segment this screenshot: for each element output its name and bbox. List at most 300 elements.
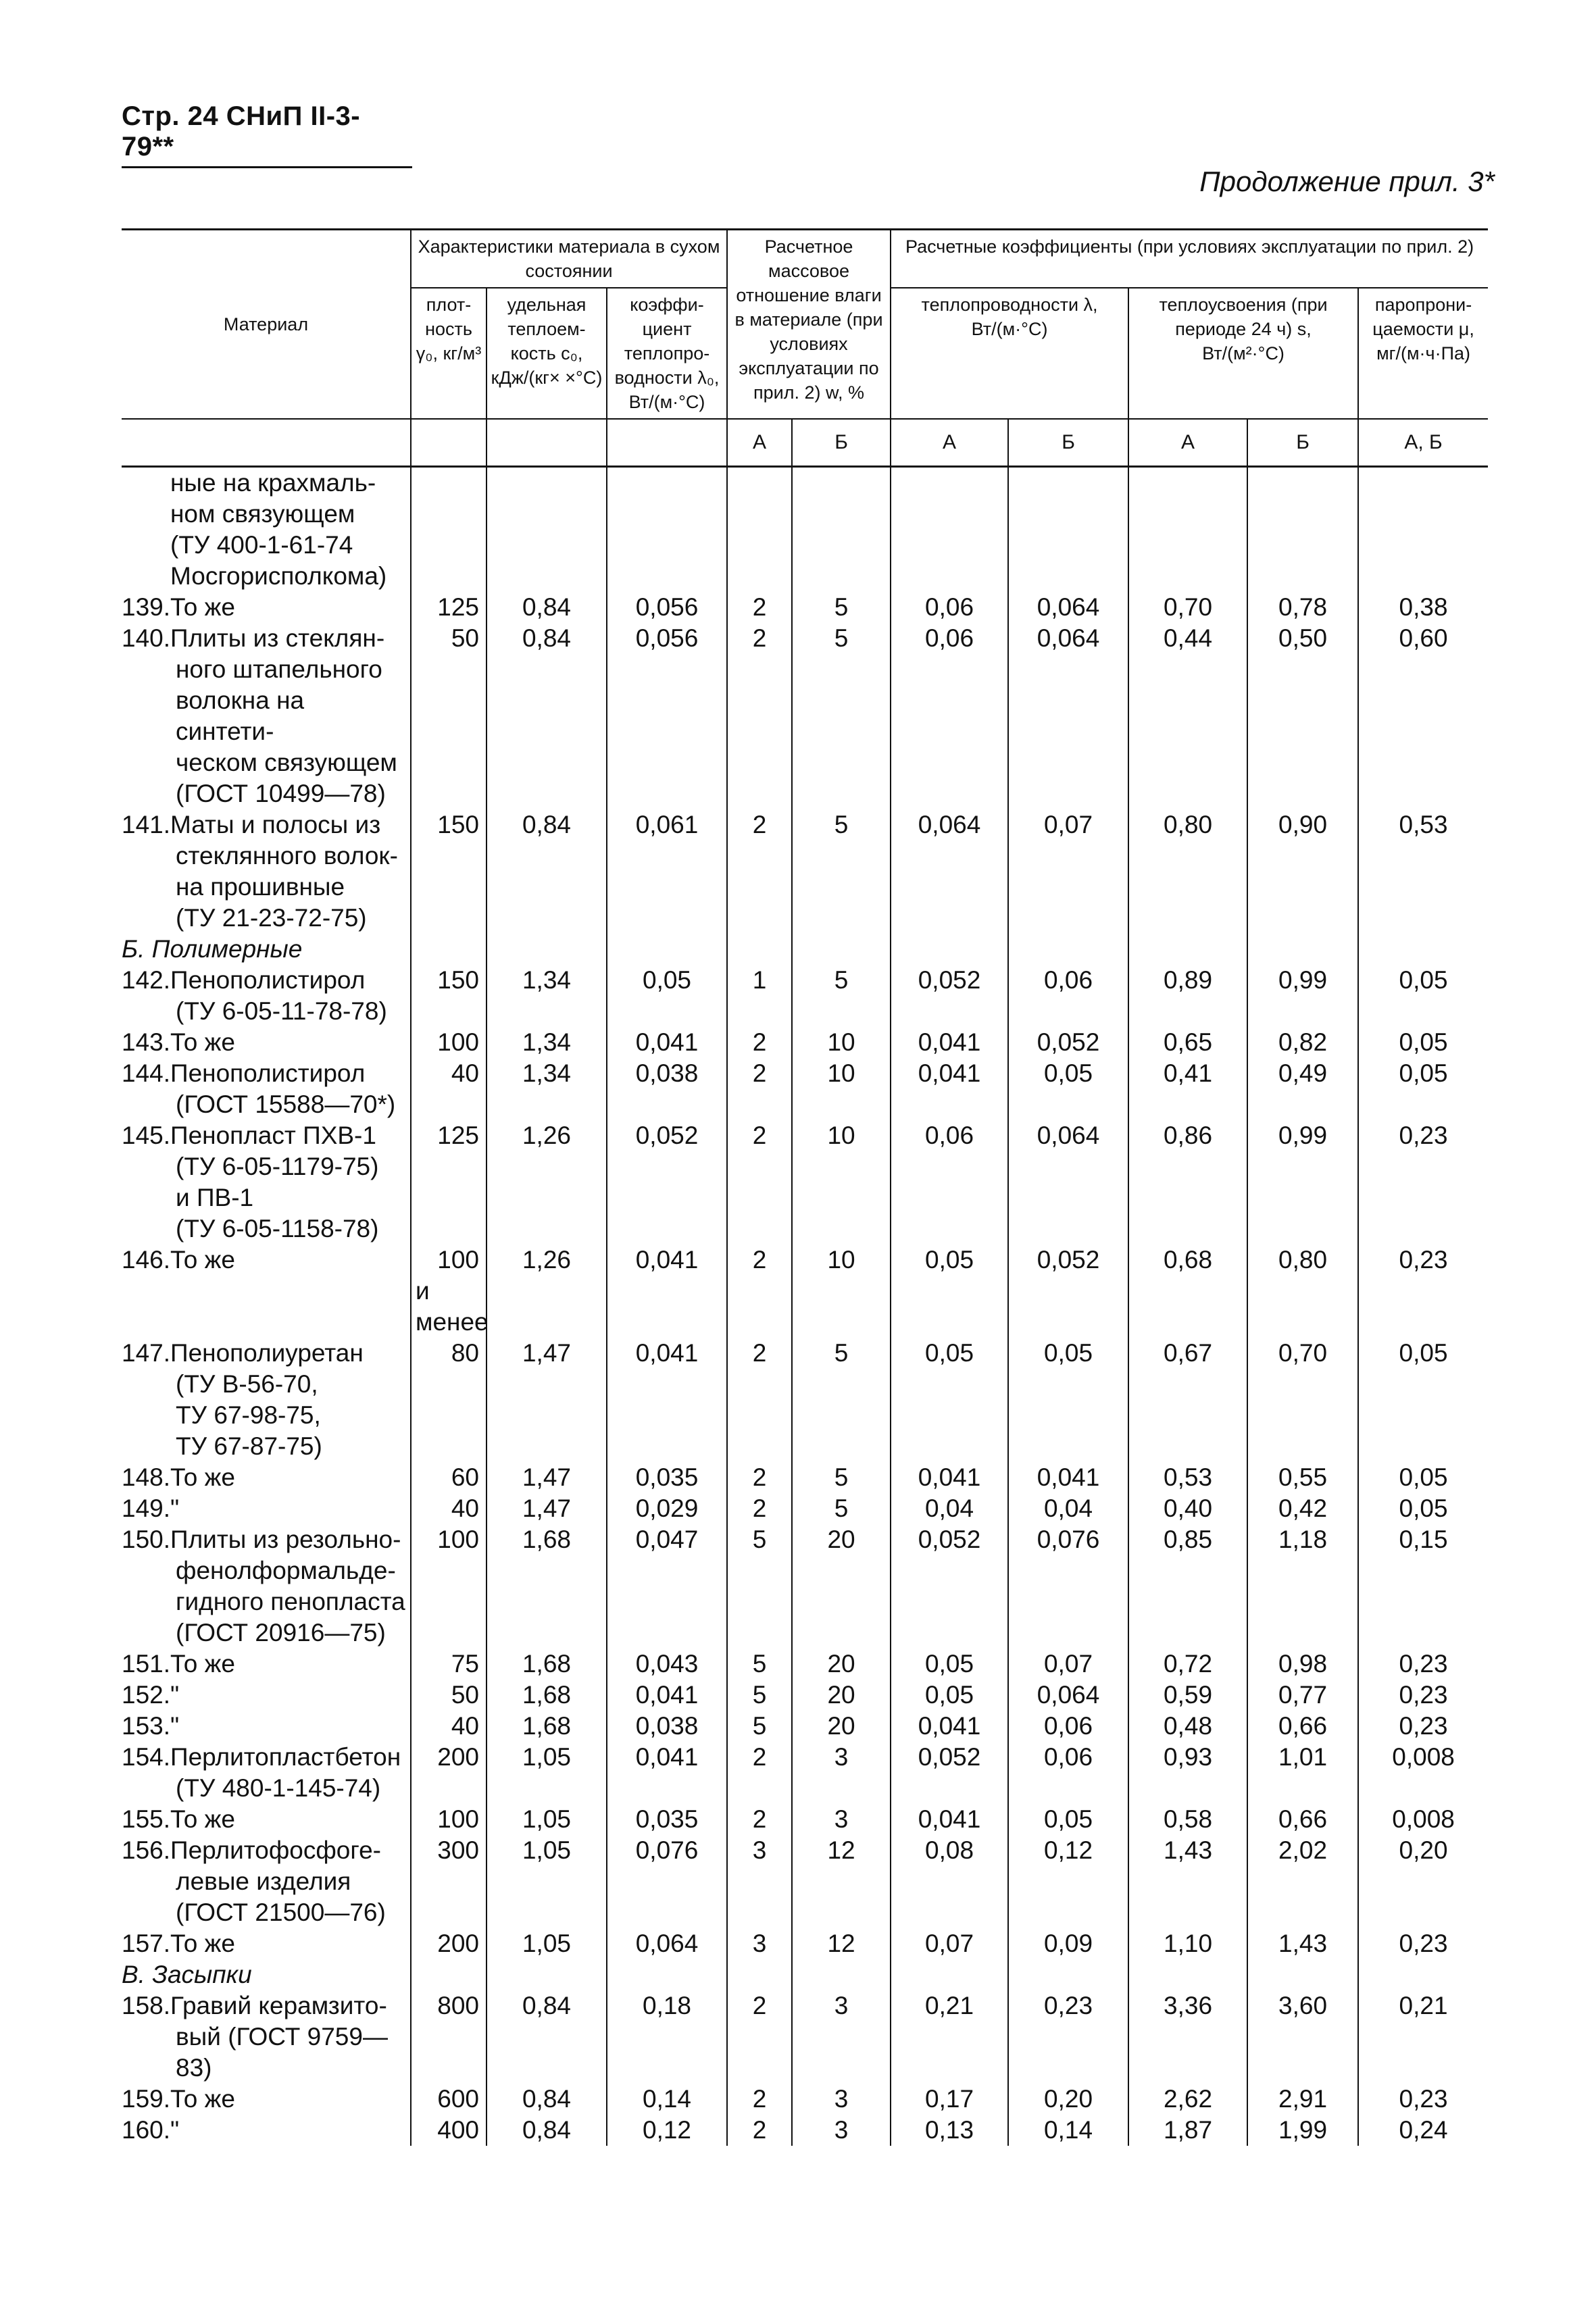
value-cell-mu: 0,20 — [1358, 1835, 1488, 1928]
material-first-line — [122, 965, 407, 996]
material-name-line: фенолформальде- — [176, 1557, 396, 1584]
value-cell-c: 1,34 — [487, 965, 607, 1027]
material-cell — [122, 1649, 411, 1680]
material-name-line: Плиты из резольно- — [170, 1526, 401, 1553]
value-cell-l0 — [607, 1959, 727, 1990]
value-cell-lb: 0,064 — [1008, 1680, 1128, 1711]
row-number: 157. — [122, 1930, 171, 1957]
row-number: 147. — [122, 1339, 171, 1367]
header-density: плот-ность γ₀, кг/м³ — [411, 288, 487, 419]
value-cell-wa: 5 — [727, 1649, 792, 1680]
value-cell-mu: 0,05 — [1358, 1462, 1488, 1493]
material-first-line — [122, 1742, 407, 1773]
row-number: 144. — [122, 1059, 171, 1087]
header-moisture: Расчетное массовое отношение влаги в материале (при условиях эксплуатации по прил. 2) w, % — [727, 230, 891, 420]
value-cell-c: 1,05 — [487, 1835, 607, 1928]
material-first-line — [122, 809, 407, 840]
material-name-line: То же — [170, 1805, 235, 1833]
value-cell-la: 0,04 — [891, 1493, 1008, 1524]
table-row — [122, 2115, 1488, 2146]
material-name-line: То же — [170, 1463, 235, 1491]
value-cell-lb: 0,06 — [1008, 1711, 1128, 1742]
row-number: 140. — [122, 624, 171, 652]
value-cell-wb: 10 — [792, 1027, 891, 1058]
value-cell-sa: 0,80 — [1128, 809, 1247, 934]
value-cell-wb: 10 — [792, 1120, 891, 1244]
value-cell-c: 1,05 — [487, 1928, 607, 1959]
value-cell-lb: 0,05 — [1008, 1338, 1128, 1462]
value-cell-lb: 0,05 — [1008, 1058, 1128, 1120]
value-cell-sb: 1,43 — [1247, 1928, 1358, 1959]
value-cell-mu: 0,05 — [1358, 1027, 1488, 1058]
value-cell-wa: 5 — [727, 1524, 792, 1649]
material-cell — [122, 1680, 411, 1711]
value-cell-d: 200 — [411, 1742, 487, 1804]
table-row — [122, 1928, 1488, 1959]
material-cell — [122, 1804, 411, 1835]
value-cell-c: 1,68 — [487, 1524, 607, 1649]
value-cell-l0: 0,05 — [607, 965, 727, 1027]
value-cell-mu: 0,53 — [1358, 809, 1488, 934]
value-cell-wb: 20 — [792, 1524, 891, 1649]
value-cell-sb: 0,55 — [1247, 1462, 1358, 1493]
material-name-line: ТУ 67-87-75) — [176, 1432, 322, 1460]
material-cell — [122, 623, 411, 809]
material-first-line — [122, 1120, 407, 1151]
table-row — [122, 1058, 1488, 1120]
value-cell-wb: 5 — [792, 809, 891, 934]
header-dry-group: Характеристики материала в сухом состоянии — [411, 230, 727, 288]
section-title: Б. Полимерные — [122, 935, 303, 963]
value-cell-la: 0,041 — [891, 1711, 1008, 1742]
material-first-line — [122, 623, 407, 654]
value-cell-c: 1,26 — [487, 1120, 607, 1244]
value-cell-l0: 0,041 — [607, 1027, 727, 1058]
value-cell-lb: 0,064 — [1008, 623, 1128, 809]
table-row — [122, 623, 1488, 809]
material-name-line: (ТУ 21-23-72-75) — [176, 904, 367, 932]
value-cell-c: 0,84 — [487, 623, 607, 809]
value-cell-wb: 3 — [792, 2084, 891, 2115]
value-cell-wb — [792, 467, 891, 593]
value-cell-d — [411, 1244, 487, 1338]
value-cell-la: 0,05 — [891, 1680, 1008, 1711]
value-cell-d: 125 — [411, 1120, 487, 1244]
value-cell-d: 40 — [411, 1711, 487, 1742]
value-cell-sa: 0,65 — [1128, 1027, 1247, 1058]
value-cell-mu: 0,15 — [1358, 1524, 1488, 1649]
value-cell-d: 150 — [411, 965, 487, 1027]
material-first-line — [122, 2115, 407, 2146]
value-cell-sb: 0,99 — [1247, 1120, 1358, 1244]
header-sub-a: А — [727, 419, 792, 467]
material-name-line: (ГОСТ 10499—78) — [176, 780, 386, 807]
value-cell-wb: 3 — [792, 2115, 891, 2146]
value-cell-l0: 0,035 — [607, 1804, 727, 1835]
value-cell-l0: 0,061 — [607, 809, 727, 934]
value-cell-sb: 2,91 — [1247, 2084, 1358, 2115]
value-cell-mu: 0,008 — [1358, 1804, 1488, 1835]
material-name-line: Мосгорисполкома) — [170, 562, 387, 590]
material-cell — [122, 592, 411, 623]
table-row — [122, 1120, 1488, 1244]
value-cell-l0 — [607, 467, 727, 593]
material-first-line — [122, 1928, 407, 1959]
material-cell — [122, 467, 411, 593]
value-cell-mu: 0,23 — [1358, 1680, 1488, 1711]
value-cell-sb: 0,82 — [1247, 1027, 1358, 1058]
material-name-line: Пенополиуретан — [170, 1339, 364, 1367]
materials-table — [122, 228, 1488, 2146]
value-cell-lb: 0,064 — [1008, 1120, 1128, 1244]
value-cell-d: 50 — [411, 623, 487, 809]
value-cell-mu: 0,05 — [1358, 1493, 1488, 1524]
value-cell-mu: 0,60 — [1358, 623, 1488, 809]
table-row — [122, 1711, 1488, 1742]
material-name-line: (ТУ 6-05-1179-75) — [176, 1153, 379, 1180]
value-cell-mu: 0,23 — [1358, 1928, 1488, 1959]
material-cell — [122, 2115, 411, 2146]
material-first-line — [122, 1027, 407, 1058]
header-sub-a: А — [1128, 419, 1247, 467]
value-cell-sa: 0,89 — [1128, 965, 1247, 1027]
value-cell-sb: 0,80 — [1247, 1244, 1358, 1338]
row-number: 142. — [122, 966, 171, 994]
material-first-line — [122, 1058, 407, 1089]
value-cell-sa: 0,59 — [1128, 1680, 1247, 1711]
value-cell-l0: 0,043 — [607, 1649, 727, 1680]
material-name-line: левые изделия — [176, 1867, 351, 1895]
material-cell — [122, 1244, 411, 1338]
material-name-line: (ТУ 6-05-1158-78) — [176, 1215, 379, 1242]
value-cell-c: 1,68 — [487, 1680, 607, 1711]
value-cell-sb: 0,66 — [1247, 1711, 1358, 1742]
value-cell-wb: 20 — [792, 1711, 891, 1742]
material-name-line: (ТУ 400-1-61-74 — [170, 531, 353, 559]
material-name-line: ческом связующем — [176, 749, 397, 776]
material-name-line: " — [170, 1712, 180, 1740]
material-name-line: " — [170, 1494, 180, 1522]
table-row — [122, 1680, 1488, 1711]
value-cell-wa: 2 — [727, 1027, 792, 1058]
value-cell-wa: 2 — [727, 1338, 792, 1462]
material-name-line: Перлитопластбетон — [170, 1743, 401, 1771]
value-cell-mu: 0,23 — [1358, 1120, 1488, 1244]
value-cell-sa: 0,70 — [1128, 592, 1247, 623]
value-cell-d — [411, 934, 487, 965]
header-sub-b: Б — [792, 419, 891, 467]
value-cell-lb: 0,06 — [1008, 1742, 1128, 1804]
value-cell-c: 0,84 — [487, 2084, 607, 2115]
value-cell-sa: 1,10 — [1128, 1928, 1247, 1959]
value-cell-wb: 5 — [792, 1493, 891, 1524]
table-row — [122, 1462, 1488, 1493]
header-sub-b: Б — [1008, 419, 1128, 467]
value-cell-wa: 3 — [727, 1928, 792, 1959]
value-cell-wb: 20 — [792, 1649, 891, 1680]
value-cell-sa: 1,43 — [1128, 1835, 1247, 1928]
material-first-line — [122, 1649, 407, 1680]
value-cell-lb: 0,041 — [1008, 1462, 1128, 1493]
value-cell-la — [891, 1959, 1008, 1990]
value-cell-wa: 1 — [727, 965, 792, 1027]
material-name-line: ТУ 67-98-75, — [176, 1401, 321, 1429]
value-cell-c: 1,68 — [487, 1649, 607, 1680]
value-cell-sa: 3,36 — [1128, 1990, 1247, 2084]
table-row — [122, 1990, 1488, 2084]
value-cell-d: 100 — [411, 1524, 487, 1649]
value-cell-c: 0,84 — [487, 1990, 607, 2084]
value-cell-wb: 12 — [792, 1928, 891, 1959]
value-cell-mu: 0,21 — [1358, 1990, 1488, 2084]
header-vapor-permeability: паропрони-цаемости μ, мг/(м·ч·Па) — [1358, 288, 1488, 419]
value-cell-c: 0,84 — [487, 809, 607, 934]
header-heat-absorption: теплоусвоения (при периоде 24 ч) s, Вт/(м²·°С) — [1128, 288, 1358, 419]
material-first-line — [122, 1680, 407, 1711]
row-number: 139. — [122, 593, 171, 621]
value-cell-d: 125 — [411, 592, 487, 623]
value-cell-lb: 0,052 — [1008, 1244, 1128, 1338]
value-cell-wb: 5 — [792, 623, 891, 809]
value-cell-sb: 0,49 — [1247, 1058, 1358, 1120]
value-cell-mu: 0,38 — [1358, 592, 1488, 623]
value-cell-sa: 0,68 — [1128, 1244, 1247, 1338]
value-cell-sb — [1247, 1959, 1358, 1990]
value-cell-lb: 0,09 — [1008, 1928, 1128, 1959]
material-name-line: стеклянного волок- — [176, 842, 398, 870]
value-cell-sb: 0,99 — [1247, 965, 1358, 1027]
value-cell-sa — [1128, 934, 1247, 965]
value-cell-sa: 0,85 — [1128, 1524, 1247, 1649]
value-cell-c — [487, 467, 607, 593]
row-number: 152. — [122, 1681, 171, 1709]
value-cell-sa: 0,67 — [1128, 1338, 1247, 1462]
material-cell — [122, 965, 411, 1027]
value-cell-sa: 0,40 — [1128, 1493, 1247, 1524]
value-cell-l0: 0,029 — [607, 1493, 727, 1524]
table-row — [122, 1244, 1488, 1338]
value-cell-sa: 0,53 — [1128, 1462, 1247, 1493]
value-cell-mu: 0,05 — [1358, 1338, 1488, 1462]
material-cell — [122, 1120, 411, 1244]
value-cell-mu: 0,23 — [1358, 1649, 1488, 1680]
value-cell-l0: 0,064 — [607, 1928, 727, 1959]
value-cell-d: 600 — [411, 2084, 487, 2115]
value-cell-lb: 0,06 — [1008, 965, 1128, 1027]
value-cell-l0: 0,041 — [607, 1338, 727, 1462]
material-name-line: гидного пенопласта — [176, 1588, 405, 1615]
material-name-line: Плиты из стеклян- — [170, 624, 385, 652]
value-cell-l0: 0,14 — [607, 2084, 727, 2115]
value-cell-mu: 0,23 — [1358, 1244, 1488, 1338]
value-cell-sb: 0,77 — [1247, 1680, 1358, 1711]
value-cell-wa: 2 — [727, 592, 792, 623]
value-cell-la: 0,21 — [891, 1990, 1008, 2084]
material-name-line: (ГОСТ 20916—75) — [176, 1619, 386, 1646]
value-cell-la: 0,052 — [891, 1524, 1008, 1649]
value-cell-la: 0,052 — [891, 965, 1008, 1027]
table-row — [122, 965, 1488, 1027]
material-name-line: То же — [170, 2085, 235, 2113]
value-cell-l0: 0,052 — [607, 1120, 727, 1244]
material-cell — [122, 1711, 411, 1742]
value-cell-d: 80 — [411, 1338, 487, 1462]
value-cell-la: 0,06 — [891, 1120, 1008, 1244]
value-cell-c — [487, 1959, 607, 1990]
value-cell-wa — [727, 467, 792, 593]
material-name-line: Пенополистирол — [170, 1059, 366, 1087]
value-cell-la: 0,08 — [891, 1835, 1008, 1928]
value-cell-l0: 0,038 — [607, 1058, 727, 1120]
material-name-line: То же — [170, 1930, 235, 1957]
value-cell-d: 200 — [411, 1928, 487, 1959]
row-number: 151. — [122, 1650, 171, 1678]
value-cell-d: 100 — [411, 1027, 487, 1058]
material-cell — [122, 1058, 411, 1120]
value-cell-sb — [1247, 467, 1358, 593]
value-cell-lb: 0,20 — [1008, 2084, 1128, 2115]
value-cell-wa: 2 — [727, 809, 792, 934]
value-cell-la — [891, 467, 1008, 593]
value-cell-wa: 5 — [727, 1711, 792, 1742]
header-sub-b: Б — [1247, 419, 1358, 467]
material-name-line: (ГОСТ 21500—76) — [176, 1898, 386, 1926]
value-cell-sb: 1,01 — [1247, 1742, 1358, 1804]
table-row — [122, 592, 1488, 623]
value-cell-la: 0,052 — [891, 1742, 1008, 1804]
value-cell-la: 0,05 — [891, 1649, 1008, 1680]
material-first-line — [122, 1990, 407, 2021]
value-cell-wb — [792, 934, 891, 965]
value-cell-d: 40 — [411, 1493, 487, 1524]
material-name-line: Пенопласт ПХВ-1 — [170, 1122, 376, 1149]
value-cell-sa: 0,58 — [1128, 1804, 1247, 1835]
material-first-line — [122, 1524, 407, 1555]
value-cell-la — [891, 934, 1008, 965]
value-cell-lb: 0,05 — [1008, 1804, 1128, 1835]
row-number: 159. — [122, 2085, 171, 2113]
section-title: В. Засыпки — [122, 1961, 252, 1988]
value-cell-sb — [1247, 934, 1358, 965]
material-name-line: " — [170, 1681, 180, 1709]
material-name-line: (ГОСТ 15588—70*) — [176, 1090, 396, 1118]
header-conductivity: коэффи-циент теплопро-водности λ₀, Вт/(м·°С) — [607, 288, 727, 419]
table-row — [122, 1493, 1488, 1524]
value-cell-lb: 0,07 — [1008, 1649, 1128, 1680]
row-number: 146. — [122, 1246, 171, 1274]
value-cell-mu: 0,23 — [1358, 2084, 1488, 2115]
material-name-line: Гравий керамзито- — [170, 1992, 387, 2019]
value-cell-lb: 0,14 — [1008, 2115, 1128, 2146]
density-line: 100 — [437, 1246, 479, 1274]
value-cell-c: 1,05 — [487, 1804, 607, 1835]
value-cell-lb: 0,076 — [1008, 1524, 1128, 1649]
material-first-line — [122, 1835, 407, 1866]
header-sub-blank — [487, 419, 607, 467]
value-cell-wb: 10 — [792, 1058, 891, 1120]
header-coeffs-group: Расчетные коэффициенты (при условиях эксплуатации по прил. 2) — [891, 230, 1488, 288]
material-first-line — [122, 592, 407, 623]
table-row — [122, 1338, 1488, 1462]
value-cell-mu: 0,05 — [1358, 965, 1488, 1027]
value-cell-la: 0,041 — [891, 1804, 1008, 1835]
value-cell-sa: 1,87 — [1128, 2115, 1247, 2146]
header-lambda: теплопроводности λ, Вт/(м·°С) — [891, 288, 1128, 419]
material-name-line: на прошивные — [176, 873, 345, 901]
material-cell — [122, 1742, 411, 1804]
material-first-line — [122, 1338, 407, 1369]
material-cell — [122, 1835, 411, 1928]
value-cell-wa: 2 — [727, 2084, 792, 2115]
value-cell-mu — [1358, 934, 1488, 965]
material-cell — [122, 1027, 411, 1058]
value-cell-mu: 0,24 — [1358, 2115, 1488, 2146]
value-cell-sa: 0,48 — [1128, 1711, 1247, 1742]
header-sub-ab: А, Б — [1358, 419, 1488, 467]
value-cell-lb: 0,04 — [1008, 1493, 1128, 1524]
material-cell — [122, 1990, 411, 2084]
material-cell — [122, 1959, 411, 1990]
row-number: 154. — [122, 1743, 171, 1771]
material-name-line: ные на крахмаль- — [170, 469, 376, 497]
value-cell-l0: 0,041 — [607, 1244, 727, 1338]
value-cell-l0: 0,035 — [607, 1462, 727, 1493]
header-sub-blank — [411, 419, 487, 467]
table-row — [122, 1742, 1488, 1804]
material-name-line: " — [170, 2116, 180, 2144]
value-cell-wb: 12 — [792, 1835, 891, 1928]
value-cell-lb: 0,23 — [1008, 1990, 1128, 2084]
value-cell-wb: 10 — [792, 1244, 891, 1338]
value-cell-d: 50 — [411, 1680, 487, 1711]
table-row — [122, 1804, 1488, 1835]
value-cell-d — [411, 1959, 487, 1990]
value-cell-sb: 0,70 — [1247, 1338, 1358, 1462]
material-cell — [122, 934, 411, 965]
value-cell-l0: 0,12 — [607, 2115, 727, 2146]
value-cell-sb: 1,18 — [1247, 1524, 1358, 1649]
value-cell-wb: 5 — [792, 1338, 891, 1462]
value-cell-d: 150 — [411, 809, 487, 934]
value-cell-sa: 0,44 — [1128, 623, 1247, 809]
value-cell-c: 1,47 — [487, 1338, 607, 1462]
value-cell-d: 60 — [411, 1462, 487, 1493]
material-first-line — [122, 1462, 407, 1493]
value-cell-wa: 2 — [727, 1120, 792, 1244]
value-cell-c: 1,26 — [487, 1244, 607, 1338]
value-cell-lb — [1008, 467, 1128, 593]
value-cell-la: 0,07 — [891, 1928, 1008, 1959]
header-material: Материал — [122, 230, 411, 420]
value-cell-wb: 5 — [792, 592, 891, 623]
value-cell-la: 0,041 — [891, 1462, 1008, 1493]
material-first-line — [122, 1804, 407, 1835]
value-cell-wa: 2 — [727, 1804, 792, 1835]
material-first-line — [122, 1711, 407, 1742]
row-number: 148. — [122, 1463, 171, 1491]
value-cell-wb — [792, 1959, 891, 1990]
table-row — [122, 1524, 1488, 1649]
value-cell-d — [411, 467, 487, 593]
value-cell-la: 0,17 — [891, 2084, 1008, 2115]
density-line: и — [416, 1277, 430, 1305]
material-cell — [122, 1338, 411, 1462]
value-cell-lb: 0,064 — [1008, 592, 1128, 623]
value-cell-sb: 0,50 — [1247, 623, 1358, 809]
value-cell-l0: 0,056 — [607, 623, 727, 809]
value-cell-la: 0,06 — [891, 592, 1008, 623]
table-row — [122, 1835, 1488, 1928]
